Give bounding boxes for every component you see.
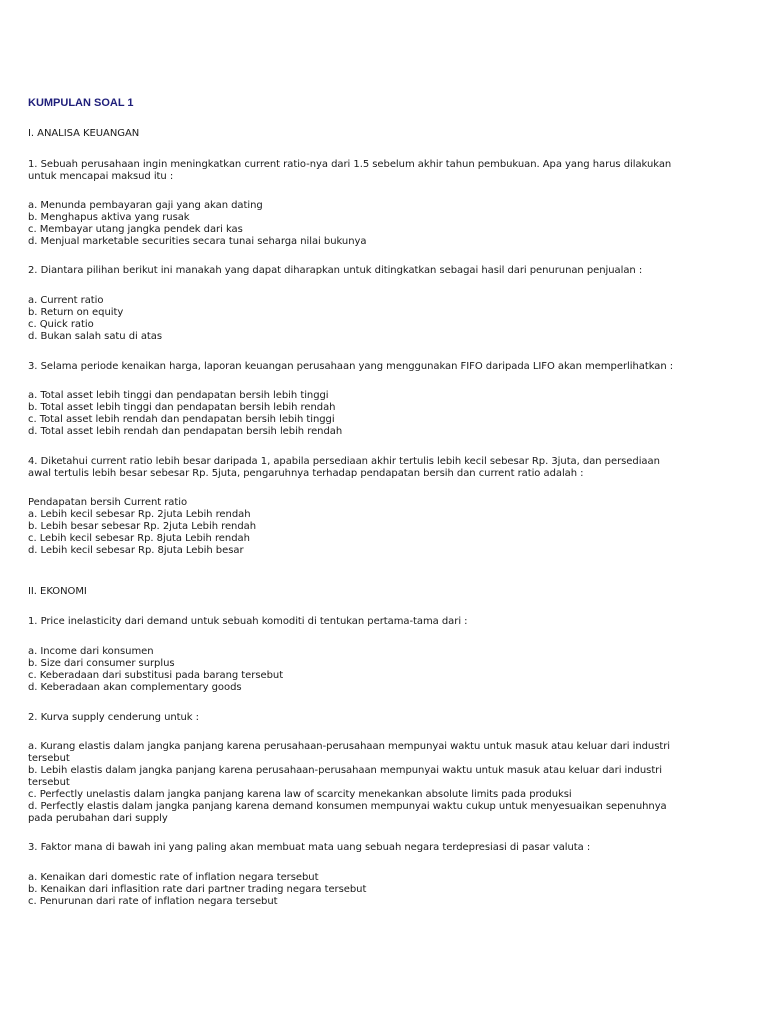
- answer-option: d. Lebih kecil sebesar Rp. 8juta Lebih besar: [28, 545, 244, 556]
- question-text: 3. Faktor mana di bawah ini yang paling akan membuat mata uang sebuah negara terdepresiasi di pasar valuta :: [28, 842, 591, 853]
- question-text: 1. Price inelasticity dari demand untuk sebuah komoditi di tentukan pertama-tama dari :: [28, 616, 468, 627]
- answer-option: b. Return on equity: [28, 307, 124, 318]
- answer-option: a. Menunda pembayaran gaji yang akan dating: [28, 200, 263, 211]
- answer-option: b. Menghapus aktiva yang rusak: [28, 212, 190, 223]
- answer-option: a. Kurang elastis dalam jangka panjang karena perusahaan-perusahaan mempunyai waktu untuk masuk atau keluar dari industri: [28, 741, 671, 752]
- question-text: untuk mencapai maksud itu :: [28, 171, 174, 182]
- answer-option: a. Income dari konsumen: [28, 646, 154, 657]
- answer-option: d. Total asset lebih rendah dan pendapatan bersih lebih rendah: [28, 426, 343, 437]
- answer-option-continued: pada perubahan dari supply: [28, 813, 168, 824]
- answer-option: a. Kenaikan dari domestic rate of inflation negara tersebut: [28, 872, 319, 883]
- page-title: KUMPULAN SOAL 1: [28, 97, 134, 109]
- answer-option: c. Total asset lebih rendah dan pendapatan bersih lebih tinggi: [28, 414, 335, 425]
- question-text: awal tertulis lebih besar sebesar Rp. 5juta, pengaruhnya terhadap pendapatan bersih dan current ratio adalah :: [28, 468, 584, 479]
- answer-option: c. Perfectly unelastis dalam jangka panjang karena law of scarcity menekankan absolute limits pada produksi: [28, 789, 572, 800]
- section-heading: II. EKONOMI: [28, 586, 87, 597]
- question-text: 4. Diketahui current ratio lebih besar daripada 1, apabila persediaan akhir tertulis lebih kecil sebesar Rp. 3juta, dan persediaan: [28, 456, 660, 467]
- answer-option: c. Penurunan dari rate of inflation negara tersebut: [28, 896, 278, 907]
- answer-option: b. Kenaikan dari inflasition rate dari partner trading negara tersebut: [28, 884, 367, 895]
- answer-option: c. Keberadaan dari substitusi pada barang tersebut: [28, 670, 284, 681]
- answer-option: c. Lebih kecil sebesar Rp. 8juta Lebih rendah: [28, 533, 250, 544]
- answer-option: d. Menjual marketable securities secara tunai seharga nilai bukunya: [28, 236, 367, 247]
- question-text: 3. Selama periode kenaikan harga, laporan keuangan perusahaan yang menggunakan FIFO daripada LIFO akan memperlihatkan :: [28, 361, 674, 372]
- section-heading: I. ANALISA KEUANGAN: [28, 128, 140, 139]
- question-text: 2. Kurva supply cenderung untuk :: [28, 712, 199, 723]
- answer-option: b. Lebih besar sebesar Rp. 2juta Lebih rendah: [28, 521, 257, 532]
- options-subheading: Pendapatan bersih Current ratio: [28, 497, 188, 508]
- answer-option: b. Size dari consumer surplus: [28, 658, 175, 669]
- answer-option: a. Lebih kecil sebesar Rp. 2juta Lebih rendah: [28, 509, 251, 520]
- answer-option-continued: tersebut: [28, 753, 70, 764]
- question-text: 1. Sebuah perusahaan ingin meningkatkan current ratio-nya dari 1.5 sebelum akhir tahun pembukuan. Apa yang harus dilakukan: [28, 159, 672, 170]
- answer-option: a. Total asset lebih tinggi dan pendapatan bersih lebih tinggi: [28, 390, 329, 401]
- answer-option: c. Quick ratio: [28, 319, 94, 330]
- answer-option: b. Total asset lebih tinggi dan pendapatan bersih lebih rendah: [28, 402, 336, 413]
- answer-option: d. Perfectly elastis dalam jangka panjang karena demand konsumen mempunyai waktu cukup untuk menyesuaikan sepenuhnya: [28, 801, 667, 812]
- answer-option: d. Bukan salah satu di atas: [28, 331, 163, 342]
- question-text: 2. Diantara pilihan berikut ini manakah yang dapat diharapkan untuk ditingkatkan sebagai hasil dari penurunan penjualan :: [28, 265, 643, 276]
- answer-option: b. Lebih elastis dalam jangka panjang karena perusahaan-perusahaan mempunyai waktu untuk masuk atau keluar dari industri: [28, 765, 662, 776]
- answer-option: c. Membayar utang jangka pendek dari kas: [28, 224, 243, 235]
- answer-option-continued: tersebut: [28, 777, 70, 788]
- answer-option: d. Keberadaan akan complementary goods: [28, 682, 242, 693]
- answer-option: a. Current ratio: [28, 295, 104, 306]
